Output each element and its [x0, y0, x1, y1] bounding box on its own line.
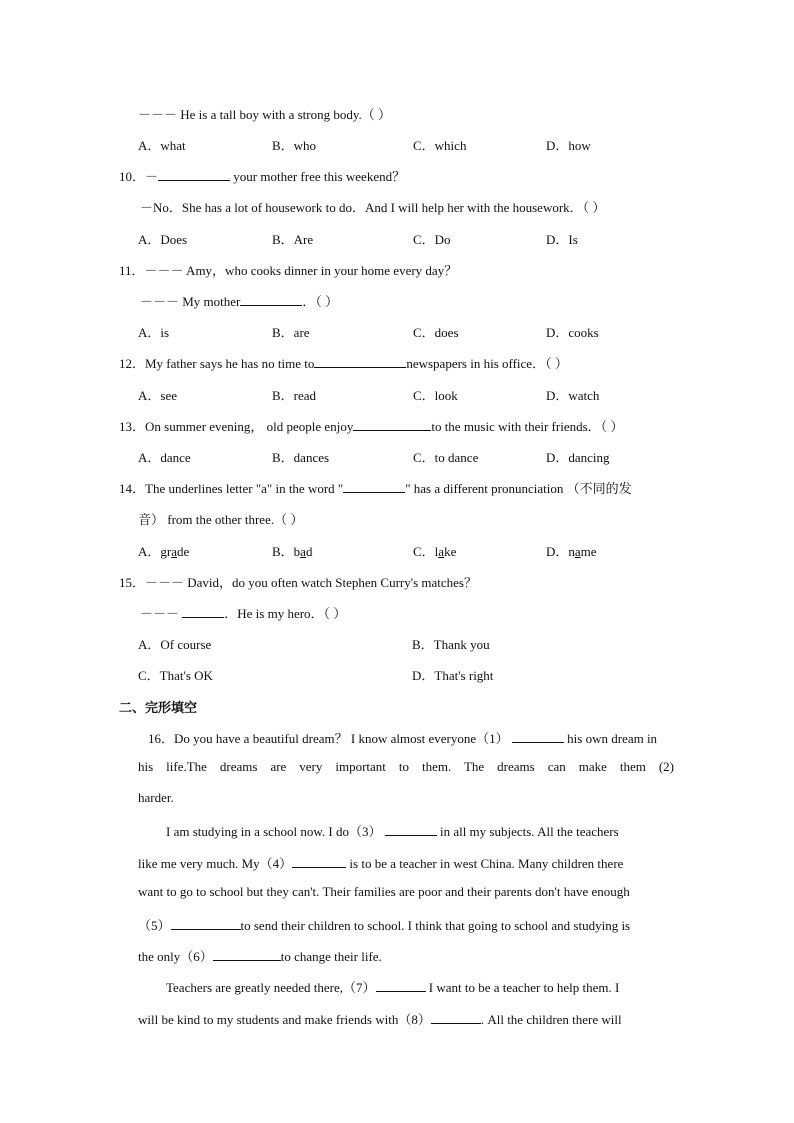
q14-blank [343, 480, 405, 493]
q15-blank [182, 605, 224, 618]
q14-option-c [413, 541, 456, 560]
q16-p2-line1-start: I am studying in a school now. I do（3） [166, 824, 382, 839]
q16-line3: harder. [138, 790, 174, 805]
q12-prompt [119, 353, 568, 372]
q12-option-a: A．see [138, 388, 177, 403]
q16-p2-line4-start: （5） [138, 918, 171, 933]
q16-blank-4 [292, 855, 346, 868]
q13-start: 13．On summer evening， old people enjoy [119, 419, 354, 434]
q14-option-b-label: B． [272, 544, 294, 559]
q14-option-d-label: D． [546, 544, 569, 559]
q14-option-a [138, 541, 189, 560]
q14-option-d-underlined: a [574, 544, 581, 559]
q9-option-a: A．what [138, 138, 186, 153]
q10-reply: －No．She has a lot of housework to do．And I will help her with the housework．（ ） [140, 200, 606, 215]
q14-option-a-post: de [177, 544, 190, 559]
q11-reply [140, 291, 338, 310]
q16-p2-line5-start: the only（6） [138, 949, 213, 964]
q14-option-b [272, 541, 312, 560]
q16-p2-line5 [138, 946, 382, 965]
q16-p2-line3: want to go to school but they can't. Their families are poor and their parents don't have enough [138, 884, 630, 899]
q11-reply-start: －－－ My mother [140, 294, 241, 309]
q12-option-d: D．watch [546, 388, 600, 403]
q16-p3-line1-end: I want to be a teacher to help them. I [428, 980, 620, 995]
q15-option-a: A．Of course [138, 637, 212, 652]
q14-option-d [546, 541, 597, 560]
q16-p2-line4-end: to send their children to school. I think that going to school and studying is [240, 918, 631, 933]
q16-p3-line2-start: will be kind to my students and make friends with（8） [138, 1012, 431, 1027]
q12-start: 12．My father says he has no time to [119, 356, 315, 371]
q15-option-d: D．That's right [412, 668, 494, 683]
q11-option-d: D．cooks [546, 325, 599, 340]
q10-option-d: D．Is [546, 232, 578, 247]
q13-option-a: A．dance [138, 450, 191, 465]
q10-option-a: A．Does [138, 232, 188, 247]
q15-reply-start: －－－ [140, 606, 183, 621]
q14-option-c-label: C． [413, 544, 435, 559]
q14-option-c-post: ke [444, 544, 457, 559]
q14-option-c-pre: l [434, 544, 439, 559]
q14-option-b-pre: b [293, 544, 301, 559]
q13-option-d: D．dancing [546, 450, 610, 465]
q14-option-d-pre: n [568, 544, 575, 559]
q10-number: 10．－ [119, 169, 159, 184]
q14-option-a-underlined: a [171, 544, 178, 559]
q12-option-b: B．read [272, 388, 317, 403]
q16-blank-1 [512, 730, 564, 743]
q16-p2-line1-end: in all my subjects. All the teachers [439, 824, 619, 839]
q16-p3-line1-start: Teachers are greatly needed there,（7） [166, 980, 376, 995]
q14-option-b-underlined: a [300, 544, 306, 559]
q16-p3-line2 [138, 1009, 622, 1028]
q10-text: your mother free this weekend？ [230, 169, 406, 184]
q16-line1-start: 16．Do you have a beautiful dream？ I know almost everyone（1） [148, 731, 509, 746]
q14-option-a-pre: gr [160, 544, 172, 559]
q15-reply [140, 603, 346, 622]
q9-option-c: C．which [413, 138, 467, 153]
q14-prompt-line2: 音） from the other three.（ ） [138, 512, 304, 527]
q15-option-b: B．Thank you [412, 637, 490, 652]
q16-line1 [148, 728, 657, 747]
q16-blank-5 [171, 917, 241, 930]
q15-option-c: C．That's OK [138, 668, 213, 683]
q13-option-b: B．dances [272, 450, 330, 465]
q16-p2-line2 [138, 853, 623, 872]
q16-p2-line4 [138, 915, 630, 934]
q16-p3-line2-end: . All the children there will [480, 1012, 622, 1027]
q16-p3-line1 [166, 977, 619, 996]
q16-p2-line2-end: is to be a teacher in west China. Many children there [349, 856, 624, 871]
q11-blank [240, 293, 302, 306]
q11-option-a: A．is [138, 325, 170, 340]
q11-reply-end: ．（ ） [302, 294, 339, 309]
q16-p2-line1 [166, 821, 619, 840]
q13-blank [353, 418, 431, 431]
q14-option-c-underlined: a [438, 544, 445, 559]
q16-blank-8 [431, 1011, 481, 1024]
q16-blank-3 [385, 823, 437, 836]
q9-option-d: D．how [546, 138, 591, 153]
q10-blank [158, 168, 230, 181]
q14-option-d-post: me [580, 544, 597, 559]
q11-option-b: B．are [272, 325, 310, 340]
q13-option-c: C．to dance [413, 450, 479, 465]
q10-prompt [119, 166, 405, 185]
q15-prompt: 15．－－－ David，do you often watch Stephen Curry's matches？ [119, 575, 477, 590]
q10-option-b: B．Are [272, 232, 314, 247]
section-heading-cloze: 二、完形填空 [119, 701, 198, 716]
q12-end: newspapers in his office．（ ） [406, 356, 568, 371]
q9-prompt: －－－ He is a tall boy with a strong body.（ ） [138, 107, 391, 122]
q11-prompt: 11．－－－ Amy，who cooks dinner in your home every day？ [119, 263, 458, 278]
q16-blank-6 [213, 948, 281, 961]
q16-line1-end: his own dream in [567, 731, 658, 746]
q16-p2-line2-start: like me very much. My（4） [138, 856, 293, 871]
q16-p2-line5-end: to change their life. [280, 949, 382, 964]
q14-start: 14．The underlines letter "a" in the word " [119, 481, 344, 496]
q14-end: " has a different pronunciation （不同的发 [405, 481, 632, 496]
q10-option-c: C．Do [413, 232, 451, 247]
q12-option-c: C．look [413, 388, 458, 403]
q16-blank-7 [376, 979, 426, 992]
q11-option-c: C．does [413, 325, 459, 340]
q13-prompt [119, 416, 623, 435]
q14-prompt [119, 478, 632, 497]
q14-option-a-label: A． [138, 544, 161, 559]
q9-option-b: B．who [272, 138, 317, 153]
q15-reply-end: ．He is my hero．（ ） [224, 606, 347, 621]
q16-line2: his life.The dreams are very important to them. The dreams can make them (2) [138, 759, 674, 774]
q12-blank [314, 355, 406, 368]
q13-end: to the music with their friends．（ ） [431, 419, 624, 434]
q14-option-b-post: d [305, 544, 313, 559]
